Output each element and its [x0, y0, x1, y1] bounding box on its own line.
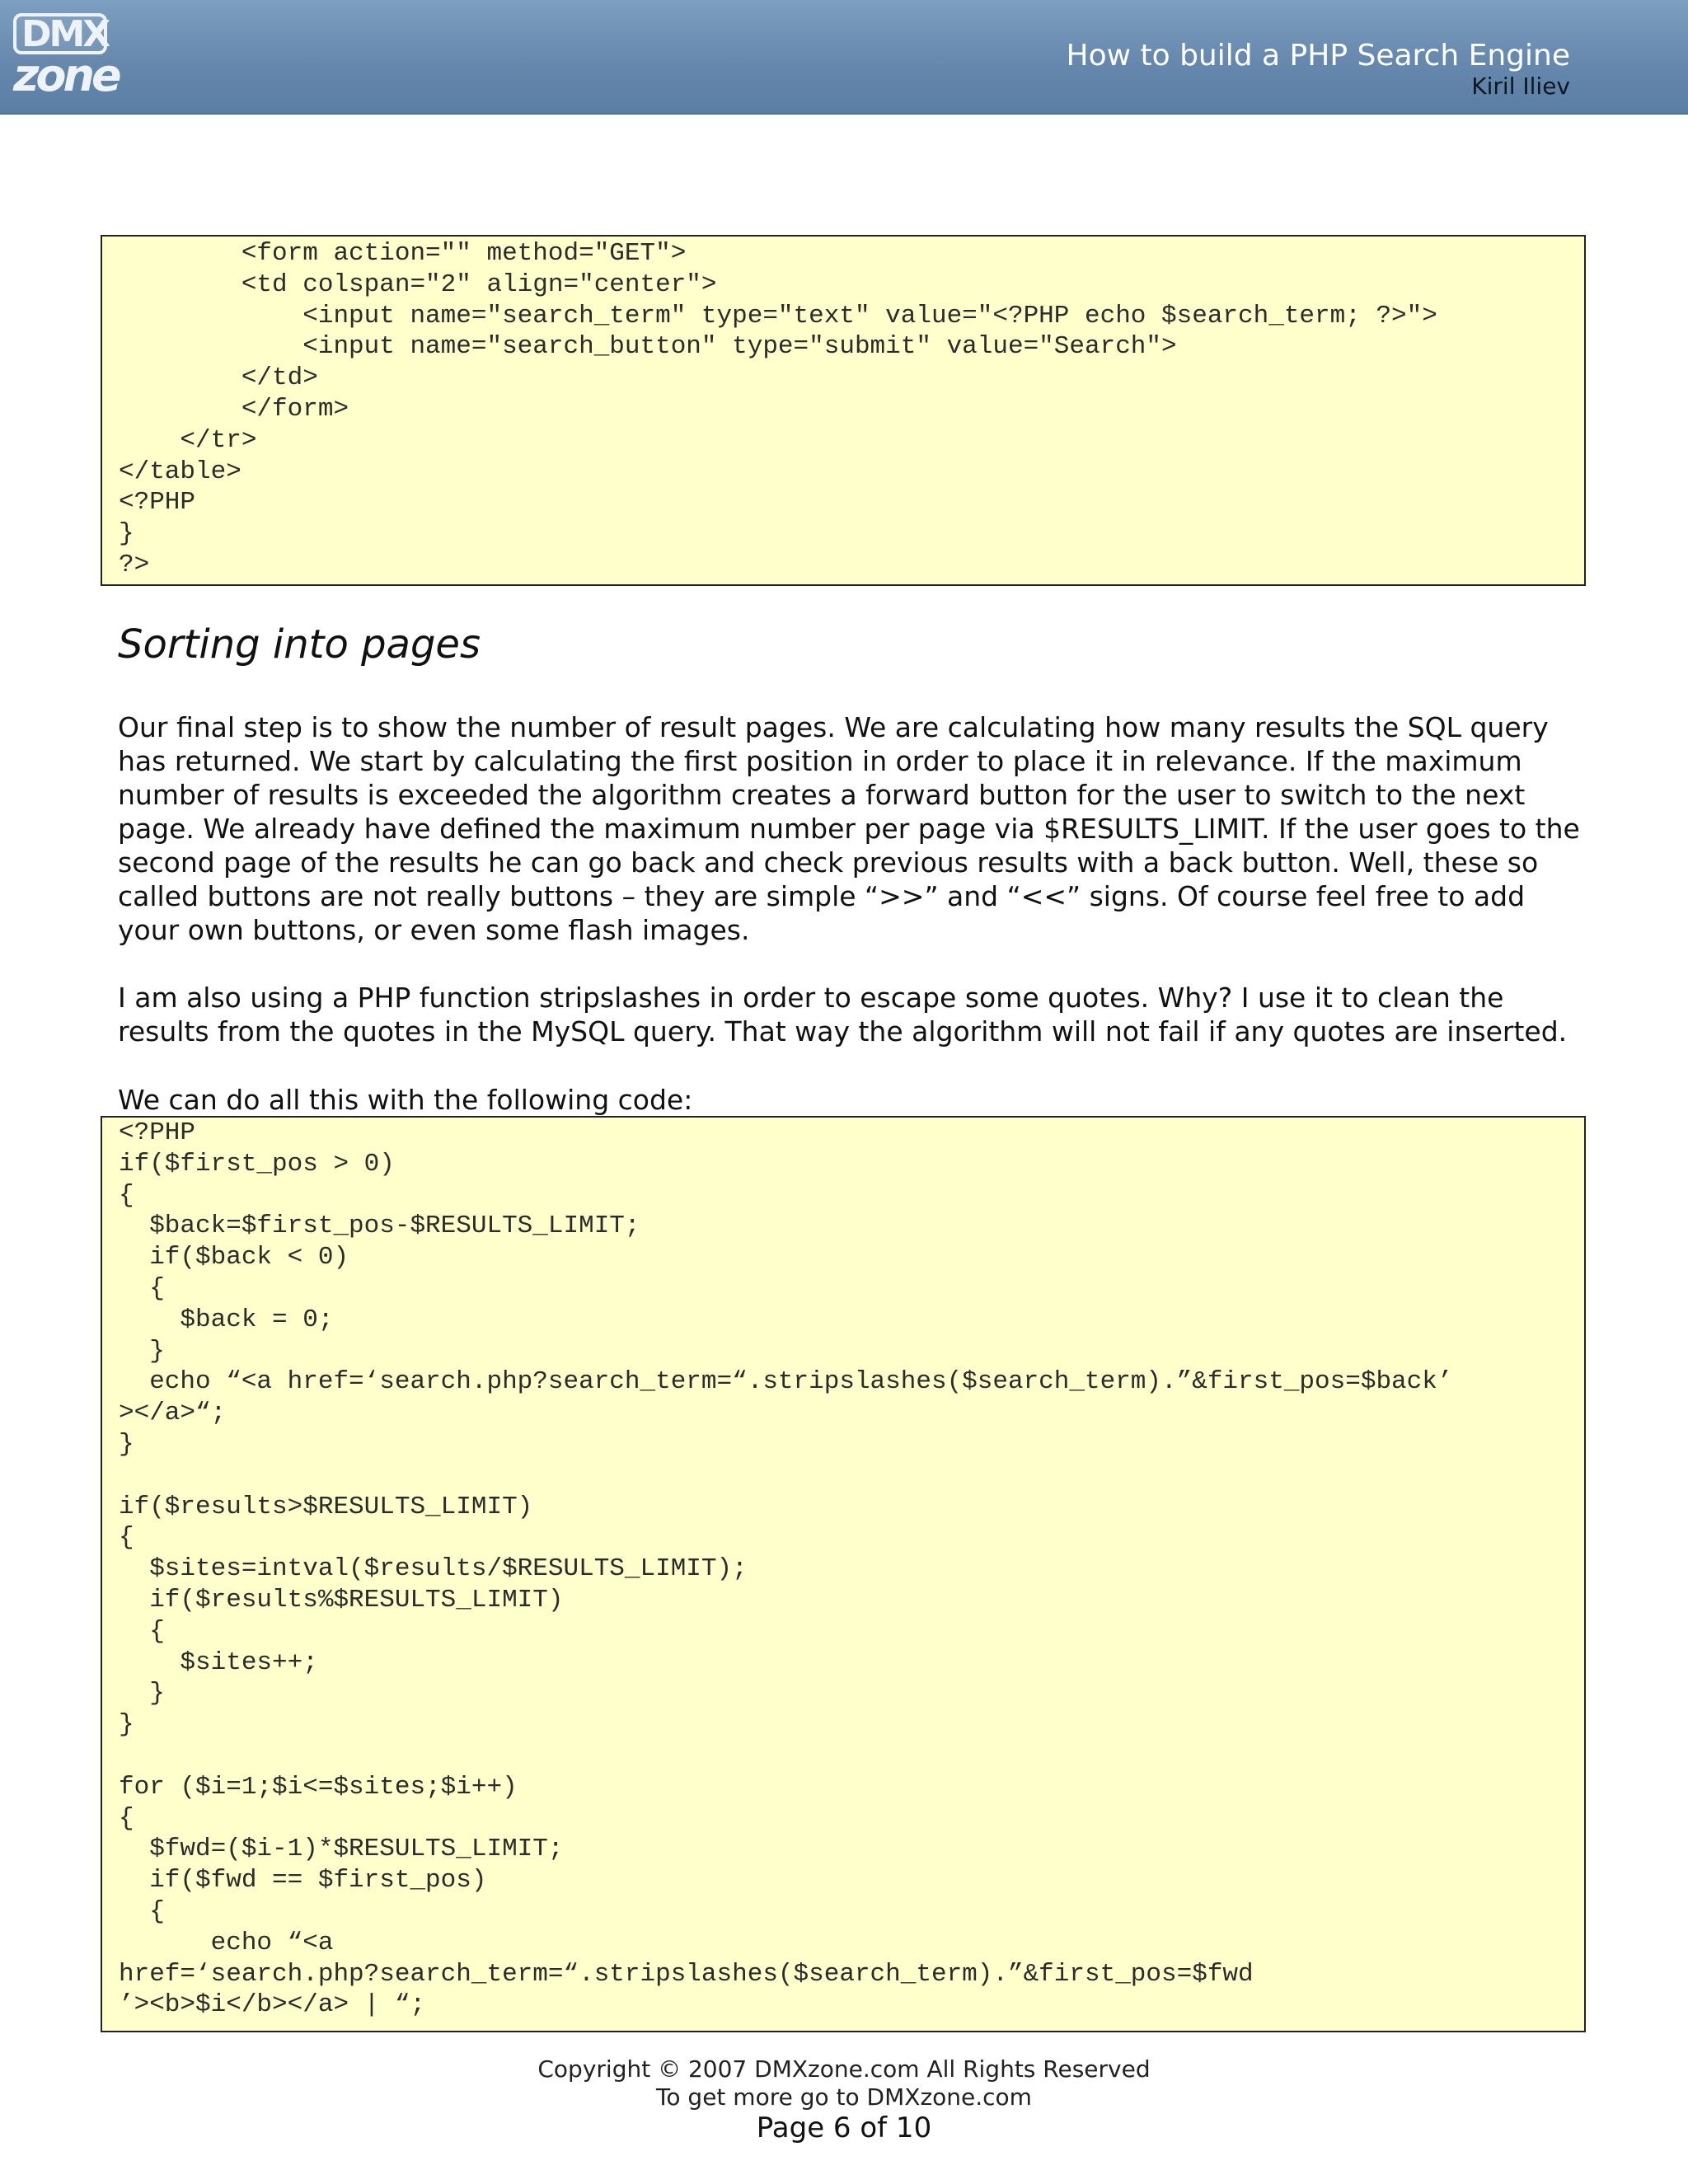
code-block-form [101, 235, 1586, 586]
paragraph-code-intro: We can do all this with the following code: [118, 1084, 693, 1116]
section-heading: Sorting into pages [118, 621, 481, 668]
page-header [0, 0, 1688, 115]
logo-top-text: DMX [13, 13, 107, 54]
page-number: Page 6 of 10 [756, 2111, 932, 2144]
paragraph-result-pages: Our final step is to show the number of result pages. We are calculating how many results the SQL query has returned. We start by calculating the first position in order to place it in relevance. If the maximum number of results is exceeded the algorithm creates a forward button for the user to switch to the next page. We already have defined the maximum number per page via $RESULTS_LIMIT. If the user goes to the second page of the results he can go back and check previous results with a back button. Well, these so called buttons are not really buttons – they are simple “>>” and “<<” signs. Of course feel free to add your own buttons, or even some flash images. [118, 711, 1580, 946]
paragraph-stripslashes: I am also using a PHP function stripslashes in order to escape some quotes. Why? I use it to clean the results from the quotes in the MySQL query. That way the algorithm will not fail if any quotes are inserted. [118, 982, 1568, 1047]
code-text: <?PHP if($first_pos > 0) { $back=$first_pos-$RESULTS_LIMIT; if($back < 0) { $back = 0; } echo “<a href=‘search.php?search_term=“.stripslashes($search_term).”&first_pos=$back’ ></a>“; } if($results>$RESULTS_LIMIT) { $sites=intval($results/$RESULTS_LIMIT); if($results%$RESULTS_LIMIT) { $sites++; } } for ($i=1;$i<=$sites;$i++) { $fwd=($i-1)*$RESULTS_LIMIT; if($fwd == $first_pos) { echo “<a href=‘search.php?search_term=“.stripslashes($search_term).”&first_pos=$fwd ’><b>$i</b></a> | “; [119, 1118, 1453, 2020]
footer-copyright: Copyright © 2007 DMXzone.com All Rights Reserved [537, 2055, 1151, 2083]
logo-bottom-text: zone [13, 49, 119, 101]
document-title: How to build a PHP Search Engine [1066, 39, 1570, 73]
document-author: Kiril Iliev [1471, 73, 1570, 100]
dmxzone-logo [12, 13, 119, 101]
code-text: <form action="" method="GET"> <td colspan="2" align="center"> <input name="search_term" type="text" value="<?PHP echo $search_term; ?>"> <input name="search_button" type="submit" value="Search"> </td> </form> </tr> </table> <?PHP } ?> [119, 239, 1437, 579]
code-block-pagination [101, 1116, 1586, 2032]
footer-link-text: To get more go to DMXzone.com [656, 2083, 1032, 2111]
